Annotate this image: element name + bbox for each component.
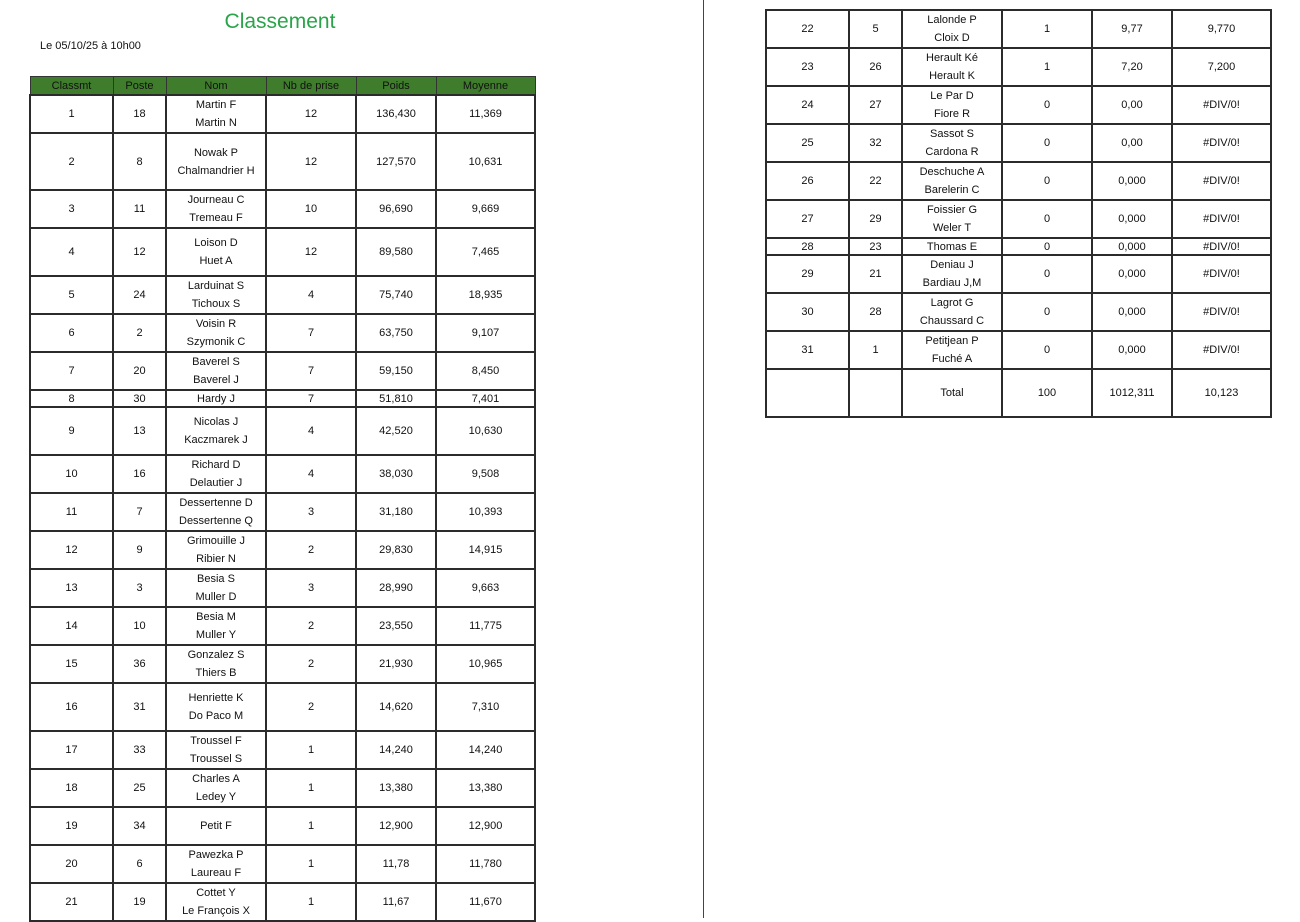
table-row	[766, 48, 1271, 86]
table-row	[30, 276, 535, 314]
prises-cell: 1	[1002, 48, 1092, 86]
name-cell	[902, 124, 1002, 162]
player-name: Thiers B	[195, 667, 237, 679]
player-name: Larduinat S	[187, 280, 245, 292]
player-name: Besia S	[197, 573, 235, 585]
rank-cell: 7	[30, 352, 113, 390]
table-row	[766, 124, 1271, 162]
poids-cell: 14,240	[356, 731, 436, 769]
prises-cell: 1	[1002, 10, 1092, 48]
moyenne-cell: #DIV/0!	[1172, 86, 1271, 124]
poste-cell: 18	[113, 95, 166, 133]
moyenne-cell: 9,107	[436, 314, 535, 352]
header-nom: Nom	[166, 77, 266, 96]
total-row	[766, 369, 1271, 417]
name-cell	[166, 133, 266, 190]
table-row	[766, 10, 1271, 48]
rank-cell: 20	[30, 845, 113, 883]
table-row	[30, 645, 535, 683]
player-name: Besia M	[196, 611, 236, 623]
table-row	[766, 86, 1271, 124]
poids-cell: 96,690	[356, 190, 436, 228]
moyenne-cell: 14,240	[436, 731, 535, 769]
player-name: Kaczmarek J	[184, 434, 248, 446]
poste-cell: 2	[113, 314, 166, 352]
table-row	[30, 731, 535, 769]
player-name: Hardy J	[197, 392, 235, 405]
prises-cell: 0	[1002, 331, 1092, 369]
header-nb-prise: Nb de prise	[266, 77, 356, 96]
prises-cell: 2	[266, 683, 356, 731]
player-name: Henriette K	[188, 692, 244, 704]
poids-cell: 13,380	[356, 769, 436, 807]
name-cell	[166, 95, 266, 133]
name-cell	[166, 731, 266, 769]
name-cell	[166, 683, 266, 731]
moyenne-cell: 11,670	[436, 883, 535, 921]
rank-cell: 31	[766, 331, 849, 369]
poids-cell: 9,77	[1092, 10, 1172, 48]
player-name: Weler T	[932, 222, 972, 234]
player-name: Herault K	[929, 70, 975, 82]
player-name: Dessertenne Q	[179, 515, 253, 527]
poste-cell: 8	[113, 133, 166, 190]
name-cell	[902, 86, 1002, 124]
name-cell	[166, 190, 266, 228]
prises-cell: 7	[266, 314, 356, 352]
poids-cell: 23,550	[356, 607, 436, 645]
poids-cell: 63,750	[356, 314, 436, 352]
table-row	[30, 95, 535, 133]
prises-cell: 12	[266, 133, 356, 190]
table-row	[766, 255, 1271, 293]
ranking-table-right	[765, 9, 1272, 418]
poids-cell: 0,00	[1092, 124, 1172, 162]
table-row	[30, 190, 535, 228]
poste-cell: 31	[113, 683, 166, 731]
prises-cell: 1	[266, 883, 356, 921]
moyenne-cell: 7,401	[436, 390, 535, 407]
moyenne-cell: 7,465	[436, 228, 535, 276]
rank-cell: 29	[766, 255, 849, 293]
prises-cell: 2	[266, 531, 356, 569]
player-name: Troussel F	[190, 735, 242, 747]
player-name: Petit F	[200, 820, 232, 832]
moyenne-cell: 10,393	[436, 493, 535, 531]
poste-cell: 20	[113, 352, 166, 390]
name-cell	[902, 10, 1002, 48]
rank-cell: 22	[766, 10, 849, 48]
rank-cell: 6	[30, 314, 113, 352]
player-name: Le Par D	[930, 90, 974, 102]
moyenne-cell: 14,915	[436, 531, 535, 569]
name-cell	[166, 493, 266, 531]
moyenne-cell: 11,369	[436, 95, 535, 133]
poste-cell: 30	[113, 390, 166, 407]
rank-cell: 26	[766, 162, 849, 200]
player-name: Tichoux S	[191, 298, 241, 310]
player-name: Ribier N	[196, 553, 236, 565]
prises-cell: 4	[266, 407, 356, 455]
player-name: Huet A	[199, 255, 233, 267]
moyenne-cell: 13,380	[436, 769, 535, 807]
poste-cell: 29	[849, 200, 902, 238]
table-row	[30, 569, 535, 607]
poids-cell: 0,000	[1092, 293, 1172, 331]
prises-cell: 0	[1002, 238, 1092, 255]
poids-cell: 14,620	[356, 683, 436, 731]
name-cell	[166, 407, 266, 455]
poids-cell: 51,810	[356, 390, 436, 407]
moyenne-cell: #DIV/0!	[1172, 238, 1271, 255]
prises-cell: 1	[266, 731, 356, 769]
poste-cell: 22	[849, 162, 902, 200]
prises-cell: 0	[1002, 255, 1092, 293]
prises-cell: 3	[266, 493, 356, 531]
rank-cell: 18	[30, 769, 113, 807]
total-poids: 1012,311	[1092, 369, 1172, 417]
poste-cell: 1	[849, 331, 902, 369]
prises-cell: 1	[266, 845, 356, 883]
rank-cell: 27	[766, 200, 849, 238]
rank-cell: 24	[766, 86, 849, 124]
total-moyenne: 10,123	[1172, 369, 1271, 417]
poids-cell: 136,430	[356, 95, 436, 133]
table-row	[30, 352, 535, 390]
name-cell	[166, 883, 266, 921]
name-cell	[166, 531, 266, 569]
player-name: Journeau C	[187, 194, 245, 206]
player-name: Herault Ké	[926, 52, 978, 64]
moyenne-cell: 8,450	[436, 352, 535, 390]
poids-cell: 0,00	[1092, 86, 1172, 124]
prises-cell: 7	[266, 390, 356, 407]
poids-cell: 28,990	[356, 569, 436, 607]
prises-cell: 10	[266, 190, 356, 228]
poste-cell: 13	[113, 407, 166, 455]
player-name: Grimouille J	[186, 535, 246, 547]
rank-cell: 25	[766, 124, 849, 162]
rank-cell: 13	[30, 569, 113, 607]
table-row	[30, 683, 535, 731]
moyenne-cell: 10,965	[436, 645, 535, 683]
total-empty-cell	[849, 369, 902, 417]
rank-cell: 12	[30, 531, 113, 569]
player-name: Fiore R	[933, 108, 971, 120]
table-row	[30, 845, 535, 883]
prises-cell: 0	[1002, 293, 1092, 331]
table-row	[30, 807, 535, 845]
name-cell	[902, 162, 1002, 200]
poste-cell: 9	[113, 531, 166, 569]
moyenne-cell: 18,935	[436, 276, 535, 314]
header-poste: Poste	[113, 77, 166, 96]
poste-cell: 33	[113, 731, 166, 769]
player-name: Cloix D	[934, 32, 970, 44]
name-cell	[166, 390, 266, 407]
prises-cell: 12	[266, 228, 356, 276]
rank-cell: 17	[30, 731, 113, 769]
player-name: Charles A	[192, 773, 240, 785]
rank-cell: 11	[30, 493, 113, 531]
table-row	[30, 455, 535, 493]
header-classmt: Classmt	[30, 77, 113, 96]
rank-cell: 21	[30, 883, 113, 921]
table-row	[766, 293, 1271, 331]
prises-cell: 7	[266, 352, 356, 390]
table-header-row	[30, 77, 535, 96]
name-cell	[902, 200, 1002, 238]
moyenne-cell: 10,630	[436, 407, 535, 455]
player-name: Deschuche A	[919, 166, 985, 178]
poste-cell: 16	[113, 455, 166, 493]
table-row	[30, 133, 535, 190]
prises-cell: 0	[1002, 200, 1092, 238]
player-name: Do Paco M	[188, 710, 244, 722]
name-cell	[166, 845, 266, 883]
prises-cell: 2	[266, 645, 356, 683]
player-name: Pawezka P	[188, 849, 244, 861]
player-name: Cardona R	[925, 146, 979, 158]
poste-cell: 3	[113, 569, 166, 607]
poste-cell: 36	[113, 645, 166, 683]
moyenne-cell: 9,663	[436, 569, 535, 607]
table-row	[30, 228, 535, 276]
page-title: Classement	[224, 10, 336, 33]
moyenne-cell: 7,200	[1172, 48, 1271, 86]
table-row	[30, 407, 535, 455]
player-name: Chaussard C	[919, 315, 985, 327]
table-row	[30, 607, 535, 645]
player-name: Muller Y	[195, 629, 237, 641]
total-prises: 100	[1002, 369, 1092, 417]
prises-cell: 2	[266, 607, 356, 645]
poste-cell: 10	[113, 607, 166, 645]
player-name: Barelerin C	[924, 184, 980, 196]
rank-cell: 14	[30, 607, 113, 645]
moyenne-cell: 9,770	[1172, 10, 1271, 48]
prises-cell: 4	[266, 276, 356, 314]
prises-cell: 0	[1002, 124, 1092, 162]
poids-cell: 127,570	[356, 133, 436, 190]
poste-cell: 11	[113, 190, 166, 228]
table-row	[766, 200, 1271, 238]
rank-cell: 3	[30, 190, 113, 228]
poids-cell: 75,740	[356, 276, 436, 314]
moyenne-cell: #DIV/0!	[1172, 331, 1271, 369]
table-row	[30, 769, 535, 807]
player-name: Muller D	[195, 591, 237, 603]
poids-cell: 59,150	[356, 352, 436, 390]
player-name: Nicolas J	[193, 416, 239, 428]
poids-cell: 21,930	[356, 645, 436, 683]
poste-cell: 12	[113, 228, 166, 276]
player-name: Ledey Y	[195, 791, 237, 803]
name-cell	[166, 607, 266, 645]
table-row	[30, 531, 535, 569]
rank-cell: 5	[30, 276, 113, 314]
prises-cell: 1	[266, 807, 356, 845]
rank-cell: 4	[30, 228, 113, 276]
prises-cell: 4	[266, 455, 356, 493]
name-cell	[902, 255, 1002, 293]
poids-cell: 29,830	[356, 531, 436, 569]
player-name: Voisin R	[195, 318, 237, 330]
player-name: Cottet Y	[196, 887, 236, 899]
date-line: Le 05/10/25 à 10h00	[40, 40, 141, 52]
ranking-table-left	[29, 76, 536, 922]
poste-cell: 21	[849, 255, 902, 293]
total-label: Total	[902, 369, 1002, 417]
name-cell	[166, 314, 266, 352]
prises-cell: 1	[266, 769, 356, 807]
rank-cell: 30	[766, 293, 849, 331]
rank-cell: 19	[30, 807, 113, 845]
name-cell	[166, 769, 266, 807]
rank-cell: 16	[30, 683, 113, 731]
poids-cell: 89,580	[356, 228, 436, 276]
total-empty-cell	[766, 369, 849, 417]
player-name: Sassot S	[929, 128, 975, 140]
player-name: Dessertenne D	[179, 497, 253, 509]
poids-cell: 11,67	[356, 883, 436, 921]
moyenne-cell: #DIV/0!	[1172, 162, 1271, 200]
player-name: Le François X	[182, 905, 250, 917]
player-name: Loison D	[194, 237, 238, 249]
rank-cell: 8	[30, 390, 113, 407]
player-name: Tremeau F	[189, 212, 243, 224]
player-name: Deniau J	[930, 259, 974, 271]
poids-cell: 0,000	[1092, 238, 1172, 255]
name-cell	[166, 352, 266, 390]
player-name: Richard D	[191, 459, 241, 471]
poste-cell: 24	[113, 276, 166, 314]
table-row	[30, 390, 535, 407]
table-row	[30, 314, 535, 352]
player-name: Lalonde P	[927, 14, 977, 26]
poste-cell: 6	[113, 845, 166, 883]
poids-cell: 12,900	[356, 807, 436, 845]
poids-cell: 0,000	[1092, 200, 1172, 238]
player-name: Lagrot G	[930, 297, 974, 309]
player-name: Thomas E	[926, 240, 978, 253]
rank-cell: 28	[766, 238, 849, 255]
moyenne-cell: #DIV/0!	[1172, 124, 1271, 162]
rank-cell: 2	[30, 133, 113, 190]
poste-cell: 19	[113, 883, 166, 921]
header-moyenne: Moyenne	[436, 77, 535, 96]
name-cell	[902, 293, 1002, 331]
rank-cell: 23	[766, 48, 849, 86]
player-name: Baverel S	[192, 356, 240, 368]
table-row	[30, 883, 535, 921]
name-cell	[166, 807, 266, 845]
player-name: Bardiau J,M	[922, 277, 982, 289]
player-name: Foissier G	[926, 204, 978, 216]
poids-cell: 11,78	[356, 845, 436, 883]
player-name: Petitjean P	[925, 335, 979, 347]
moyenne-cell: #DIV/0!	[1172, 293, 1271, 331]
poids-cell: 38,030	[356, 455, 436, 493]
player-name: Martin N	[195, 117, 237, 129]
moyenne-cell: 9,669	[436, 190, 535, 228]
player-name: Chalmandrier H	[177, 164, 255, 177]
player-name: Gonzalez S	[187, 649, 245, 661]
name-cell	[166, 276, 266, 314]
moyenne-cell: #DIV/0!	[1172, 200, 1271, 238]
name-cell	[166, 569, 266, 607]
page-divider	[703, 0, 704, 918]
rank-cell: 15	[30, 645, 113, 683]
poids-cell: 7,20	[1092, 48, 1172, 86]
poste-cell: 7	[113, 493, 166, 531]
player-name: Martin F	[195, 99, 237, 111]
name-cell	[166, 228, 266, 276]
player-name: Laureau F	[190, 867, 242, 879]
poste-cell: 34	[113, 807, 166, 845]
poste-cell: 27	[849, 86, 902, 124]
name-cell	[902, 331, 1002, 369]
moyenne-cell: 9,508	[436, 455, 535, 493]
poste-cell: 25	[113, 769, 166, 807]
name-cell	[902, 238, 1002, 255]
moyenne-cell: 11,780	[436, 845, 535, 883]
name-cell	[166, 455, 266, 493]
rank-cell: 9	[30, 407, 113, 455]
moyenne-cell: 11,775	[436, 607, 535, 645]
player-name: Delautier J	[189, 477, 243, 489]
poids-cell: 42,520	[356, 407, 436, 455]
name-cell	[166, 645, 266, 683]
poids-cell: 0,000	[1092, 162, 1172, 200]
player-name: Baverel J	[193, 374, 239, 386]
moyenne-cell: 12,900	[436, 807, 535, 845]
rank-cell: 1	[30, 95, 113, 133]
table-row	[30, 493, 535, 531]
poids-cell: 0,000	[1092, 331, 1172, 369]
header-poids: Poids	[356, 77, 436, 96]
prises-cell: 0	[1002, 162, 1092, 200]
rank-cell: 10	[30, 455, 113, 493]
table-row	[766, 238, 1271, 255]
table-row	[766, 162, 1271, 200]
player-name: Troussel S	[189, 753, 243, 765]
name-cell	[902, 48, 1002, 86]
player-name: Fuché A	[931, 353, 973, 365]
player-name: Nowak P	[193, 146, 239, 159]
poids-cell: 0,000	[1092, 255, 1172, 293]
player-name: Szymonik C	[186, 336, 246, 348]
moyenne-cell: 7,310	[436, 683, 535, 731]
poids-cell: 31,180	[356, 493, 436, 531]
poste-cell: 5	[849, 10, 902, 48]
poste-cell: 26	[849, 48, 902, 86]
moyenne-cell: 10,631	[436, 133, 535, 190]
moyenne-cell: #DIV/0!	[1172, 255, 1271, 293]
prises-cell: 3	[266, 569, 356, 607]
poste-cell: 28	[849, 293, 902, 331]
prises-cell: 12	[266, 95, 356, 133]
table-row	[766, 331, 1271, 369]
poste-cell: 23	[849, 238, 902, 255]
poste-cell: 32	[849, 124, 902, 162]
prises-cell: 0	[1002, 86, 1092, 124]
